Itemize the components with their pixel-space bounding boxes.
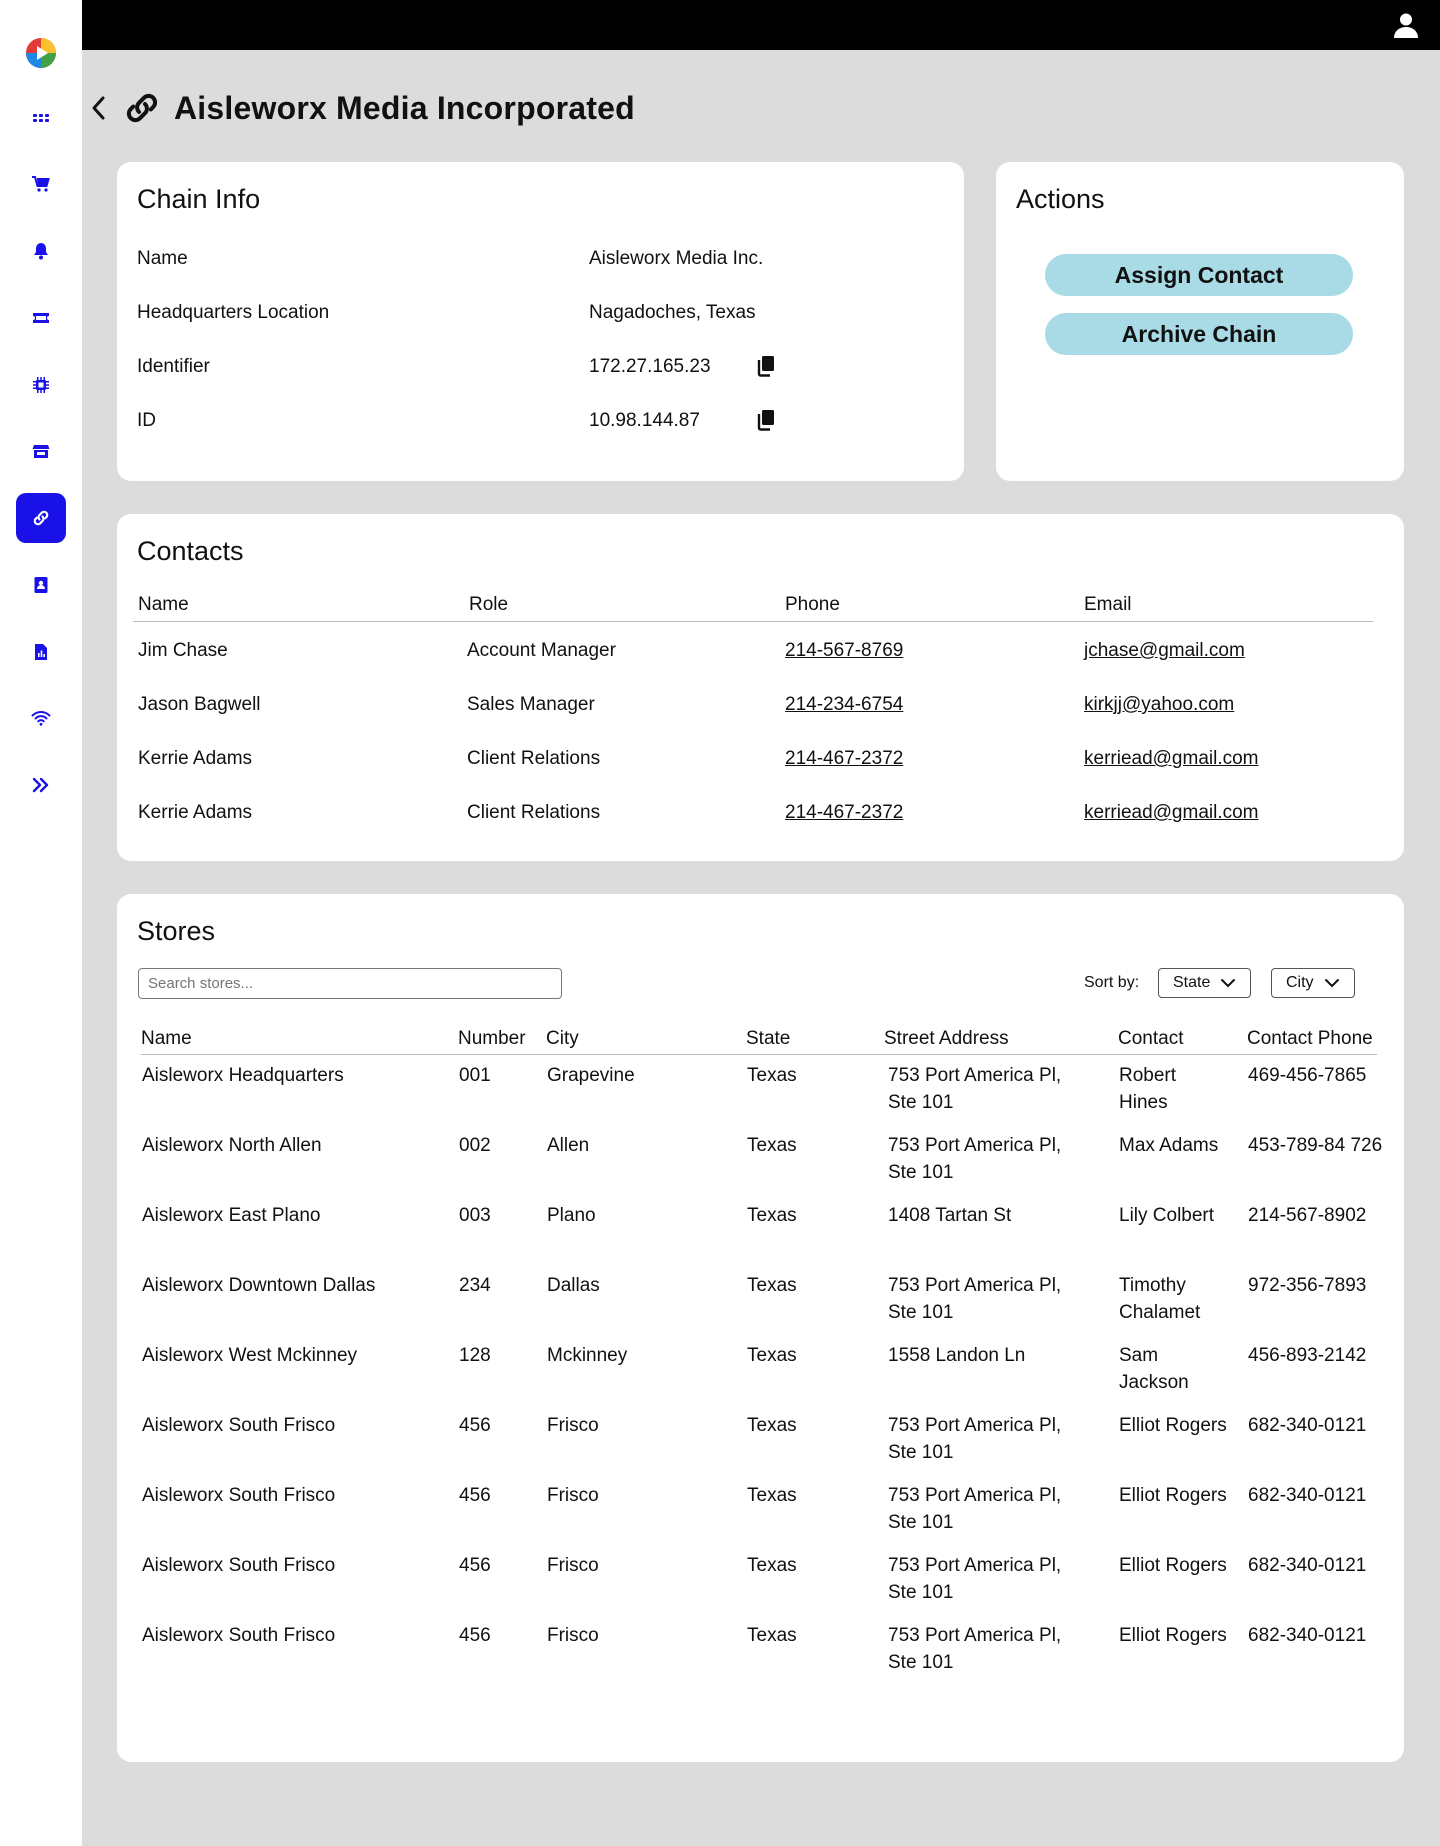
info-value: Aisleworx Media Inc. [589, 248, 764, 269]
info-value: 172.27.165.23 [589, 356, 711, 377]
info-label: Identifier [137, 356, 210, 377]
table-row[interactable] [141, 1482, 1377, 1548]
sort-city-value: City [1286, 974, 1314, 991]
info-label: Name [137, 248, 188, 269]
store-state: Texas [747, 1625, 797, 1646]
stores-table-header [141, 1024, 1377, 1055]
store-name: Aisleworx West Mckinney [142, 1345, 358, 1366]
store-city: Dallas [547, 1275, 600, 1296]
store-state: Texas [747, 1135, 797, 1156]
sidebar-item-orders[interactable] [16, 159, 66, 209]
sidebar-item-devices[interactable] [16, 360, 66, 410]
chain-info-row-identifier [137, 352, 937, 382]
table-row[interactable] [141, 1342, 1377, 1408]
sort-by-label: Sort by: [1084, 974, 1140, 991]
table-row [133, 694, 1373, 724]
store-number: 456 [459, 1625, 491, 1646]
contacts-table-header [133, 590, 1373, 622]
contact-phone-link[interactable]: 214-234-6754 [785, 694, 904, 715]
contact-name: Jim Chase [138, 640, 228, 661]
table-row[interactable] [141, 1272, 1377, 1338]
column-header-state: State [746, 1028, 791, 1049]
chip-icon [31, 375, 51, 395]
store-contact-phone: 214-567-8902 [1248, 1205, 1367, 1226]
store-address: 753 Port America Pl, Ste 101 [888, 1065, 1062, 1113]
table-row[interactable] [141, 1202, 1377, 1268]
store-city: Frisco [547, 1555, 599, 1576]
store-address: 1408 Tartan St [888, 1205, 1012, 1226]
top-bar [82, 0, 1440, 50]
store-address: 753 Port America Pl, Ste 101 [888, 1555, 1062, 1603]
column-header-address: Street Address [884, 1028, 1009, 1049]
table-row [133, 640, 1373, 670]
sidebar-item-network[interactable] [16, 693, 66, 743]
contact-phone-link[interactable]: 214-467-2372 [785, 748, 904, 769]
contact-email-link[interactable]: jchase@gmail.com [1084, 640, 1245, 661]
store-address: 753 Port America Pl, Ste 101 [888, 1275, 1062, 1323]
store-city: Grapevine [547, 1065, 635, 1086]
store-name: Aisleworx South Frisco [142, 1485, 336, 1506]
store-name: Aisleworx South Frisco [142, 1415, 336, 1436]
link-icon [31, 508, 51, 528]
sidebar-item-alerts[interactable] [16, 226, 66, 276]
assign-contact-button[interactable]: Assign Contact [1045, 254, 1353, 296]
store-icon [31, 441, 51, 461]
table-row[interactable] [141, 1552, 1377, 1618]
contact-role: Sales Manager [467, 694, 595, 715]
chain-info-row-hq [137, 298, 937, 328]
store-name: Aisleworx Headquarters [142, 1065, 344, 1086]
table-row [133, 802, 1373, 832]
store-address: 753 Port America Pl, Ste 101 [888, 1415, 1062, 1463]
report-icon [31, 642, 51, 662]
chain-link-icon [122, 88, 162, 128]
chain-info-title: Chain Info [137, 184, 261, 214]
store-contact: Lily Colbert [1119, 1205, 1215, 1226]
column-header-number: Number [458, 1028, 526, 1049]
contact-name: Jason Bagwell [138, 694, 261, 715]
store-number: 003 [459, 1205, 491, 1226]
contact-email-link[interactable]: kirkjj@yahoo.com [1084, 694, 1235, 715]
contact-role: Account Manager [467, 640, 616, 661]
store-contact-phone: 453-789-84 726 [1248, 1135, 1383, 1156]
store-contact-phone: 972-356-7893 [1248, 1275, 1367, 1296]
store-contact-phone: 469-456-7865 [1248, 1065, 1367, 1086]
sidebar [0, 0, 82, 1846]
user-account-icon[interactable] [1392, 11, 1420, 39]
table-row[interactable] [141, 1622, 1377, 1688]
info-value: Nagadoches, Texas [589, 302, 756, 323]
store-number: 002 [459, 1135, 491, 1156]
sort-state-dropdown[interactable] [1158, 968, 1251, 998]
store-city: Frisco [547, 1625, 599, 1646]
store-contact: Sam Jackson [1119, 1345, 1189, 1393]
sidebar-item-stores[interactable] [16, 426, 66, 476]
store-name: Aisleworx South Frisco [142, 1625, 336, 1646]
chevron-down-icon [1324, 978, 1340, 988]
chain-info-card [117, 162, 964, 481]
bell-icon [31, 241, 51, 261]
store-address: 753 Port America Pl, Ste 101 [888, 1135, 1062, 1183]
copy-identifier-icon[interactable] [756, 354, 778, 378]
store-number: 234 [459, 1275, 491, 1296]
store-city: Frisco [547, 1415, 599, 1436]
sort-state-value: State [1173, 974, 1211, 991]
sidebar-item-chains[interactable] [16, 493, 66, 543]
sidebar-item-contacts[interactable] [16, 560, 66, 610]
store-state: Texas [747, 1415, 797, 1436]
store-state: Texas [747, 1065, 797, 1086]
grid-icon [31, 108, 51, 128]
store-contact-phone: 682-340-0121 [1248, 1625, 1367, 1646]
store-contact-phone: 682-340-0121 [1248, 1415, 1367, 1436]
store-state: Texas [747, 1555, 797, 1576]
stores-title: Stores [137, 916, 216, 946]
app-logo[interactable] [25, 37, 57, 69]
actions-card [996, 162, 1404, 481]
chevron-down-icon [1220, 978, 1236, 988]
info-label: Headquarters Location [137, 302, 330, 323]
store-address: 753 Port America Pl, Ste 101 [888, 1625, 1062, 1673]
contact-name: Kerrie Adams [138, 802, 253, 823]
copy-id-icon[interactable] [756, 408, 778, 432]
store-contact: Max Adams [1119, 1135, 1219, 1156]
contact-role: Client Relations [467, 802, 601, 823]
store-contact: Elliot Rogers [1119, 1625, 1227, 1646]
table-row[interactable] [141, 1062, 1377, 1128]
contact-email-link[interactable]: kerriead@gmail.com [1084, 802, 1259, 823]
contacts-title: Contacts [137, 536, 244, 566]
store-address: 753 Port America Pl, Ste 101 [888, 1485, 1062, 1533]
sidebar-item-tickets[interactable] [16, 293, 66, 343]
store-number: 456 [459, 1485, 491, 1506]
store-city: Mckinney [547, 1345, 628, 1366]
info-label: ID [137, 410, 156, 431]
store-number: 001 [459, 1065, 491, 1086]
contact-email-link[interactable]: kerriead@gmail.com [1084, 748, 1259, 769]
page-title: Aisleworx Media Incorporated [174, 89, 635, 126]
column-header-phone: Contact Phone [1247, 1028, 1373, 1049]
column-header-city: City [546, 1028, 579, 1049]
store-state: Texas [747, 1205, 797, 1226]
store-contact-phone: 456-893-2142 [1248, 1345, 1367, 1366]
column-header-name: Name [138, 594, 189, 615]
expand-icon [31, 775, 51, 795]
store-address: 1558 Landon Ln [888, 1345, 1026, 1366]
table-row[interactable] [141, 1412, 1377, 1478]
table-row[interactable] [141, 1132, 1383, 1198]
store-contact-phone: 682-340-0121 [1248, 1555, 1367, 1576]
actions-title: Actions [1016, 184, 1105, 214]
store-contact: Timothy Chalamet [1119, 1275, 1201, 1323]
store-state: Texas [747, 1345, 797, 1366]
contact-book-icon [31, 575, 51, 595]
sidebar-expand-button[interactable] [16, 760, 66, 810]
chain-info-row-id [137, 406, 937, 436]
sidebar-item-reports[interactable] [16, 627, 66, 677]
store-name: Aisleworx East Plano [142, 1205, 321, 1226]
store-contact: Elliot Rogers [1119, 1415, 1227, 1436]
store-name: Aisleworx Downtown Dallas [142, 1275, 376, 1296]
column-header-name: Name [141, 1028, 192, 1049]
back-arrow-icon[interactable] [88, 93, 110, 123]
column-header-contact: Contact [1118, 1028, 1184, 1049]
store-state: Texas [747, 1275, 797, 1296]
wifi-icon [31, 708, 51, 728]
contact-name: Kerrie Adams [138, 748, 253, 769]
store-city: Frisco [547, 1485, 599, 1506]
table-row [133, 748, 1373, 778]
sidebar-item-dashboard[interactable] [16, 93, 66, 143]
store-name: Aisleworx South Frisco [142, 1555, 336, 1576]
chain-info-row-name [137, 244, 937, 274]
column-header-email: Email [1084, 594, 1132, 615]
store-number: 128 [459, 1345, 491, 1366]
store-city: Allen [547, 1135, 590, 1156]
contact-phone-link[interactable]: 214-567-8769 [785, 640, 904, 661]
store-contact: Elliot Rogers [1119, 1485, 1227, 1506]
contact-role: Client Relations [467, 748, 601, 769]
store-contact: Elliot Rogers [1119, 1555, 1227, 1576]
cart-icon [31, 174, 51, 194]
page-header [88, 86, 635, 130]
store-city: Plano [547, 1205, 596, 1226]
store-number: 456 [459, 1415, 491, 1436]
archive-chain-button[interactable]: Archive Chain [1045, 313, 1353, 355]
store-state: Texas [747, 1485, 797, 1506]
contacts-card [117, 514, 1404, 861]
store-contact-phone: 682-340-0121 [1248, 1485, 1367, 1506]
sort-city-dropdown[interactable] [1271, 968, 1355, 998]
store-contact: Robert Hines [1119, 1065, 1177, 1113]
column-header-phone: Phone [785, 594, 840, 615]
stores-card [117, 894, 1404, 1762]
store-number: 456 [459, 1555, 491, 1576]
ticket-icon [31, 308, 51, 328]
column-header-role: Role [469, 594, 509, 615]
contact-phone-link[interactable]: 214-467-2372 [785, 802, 904, 823]
info-value: 10.98.144.87 [589, 410, 700, 431]
store-name: Aisleworx North Allen [142, 1135, 322, 1156]
store-search-input[interactable] [138, 968, 562, 999]
